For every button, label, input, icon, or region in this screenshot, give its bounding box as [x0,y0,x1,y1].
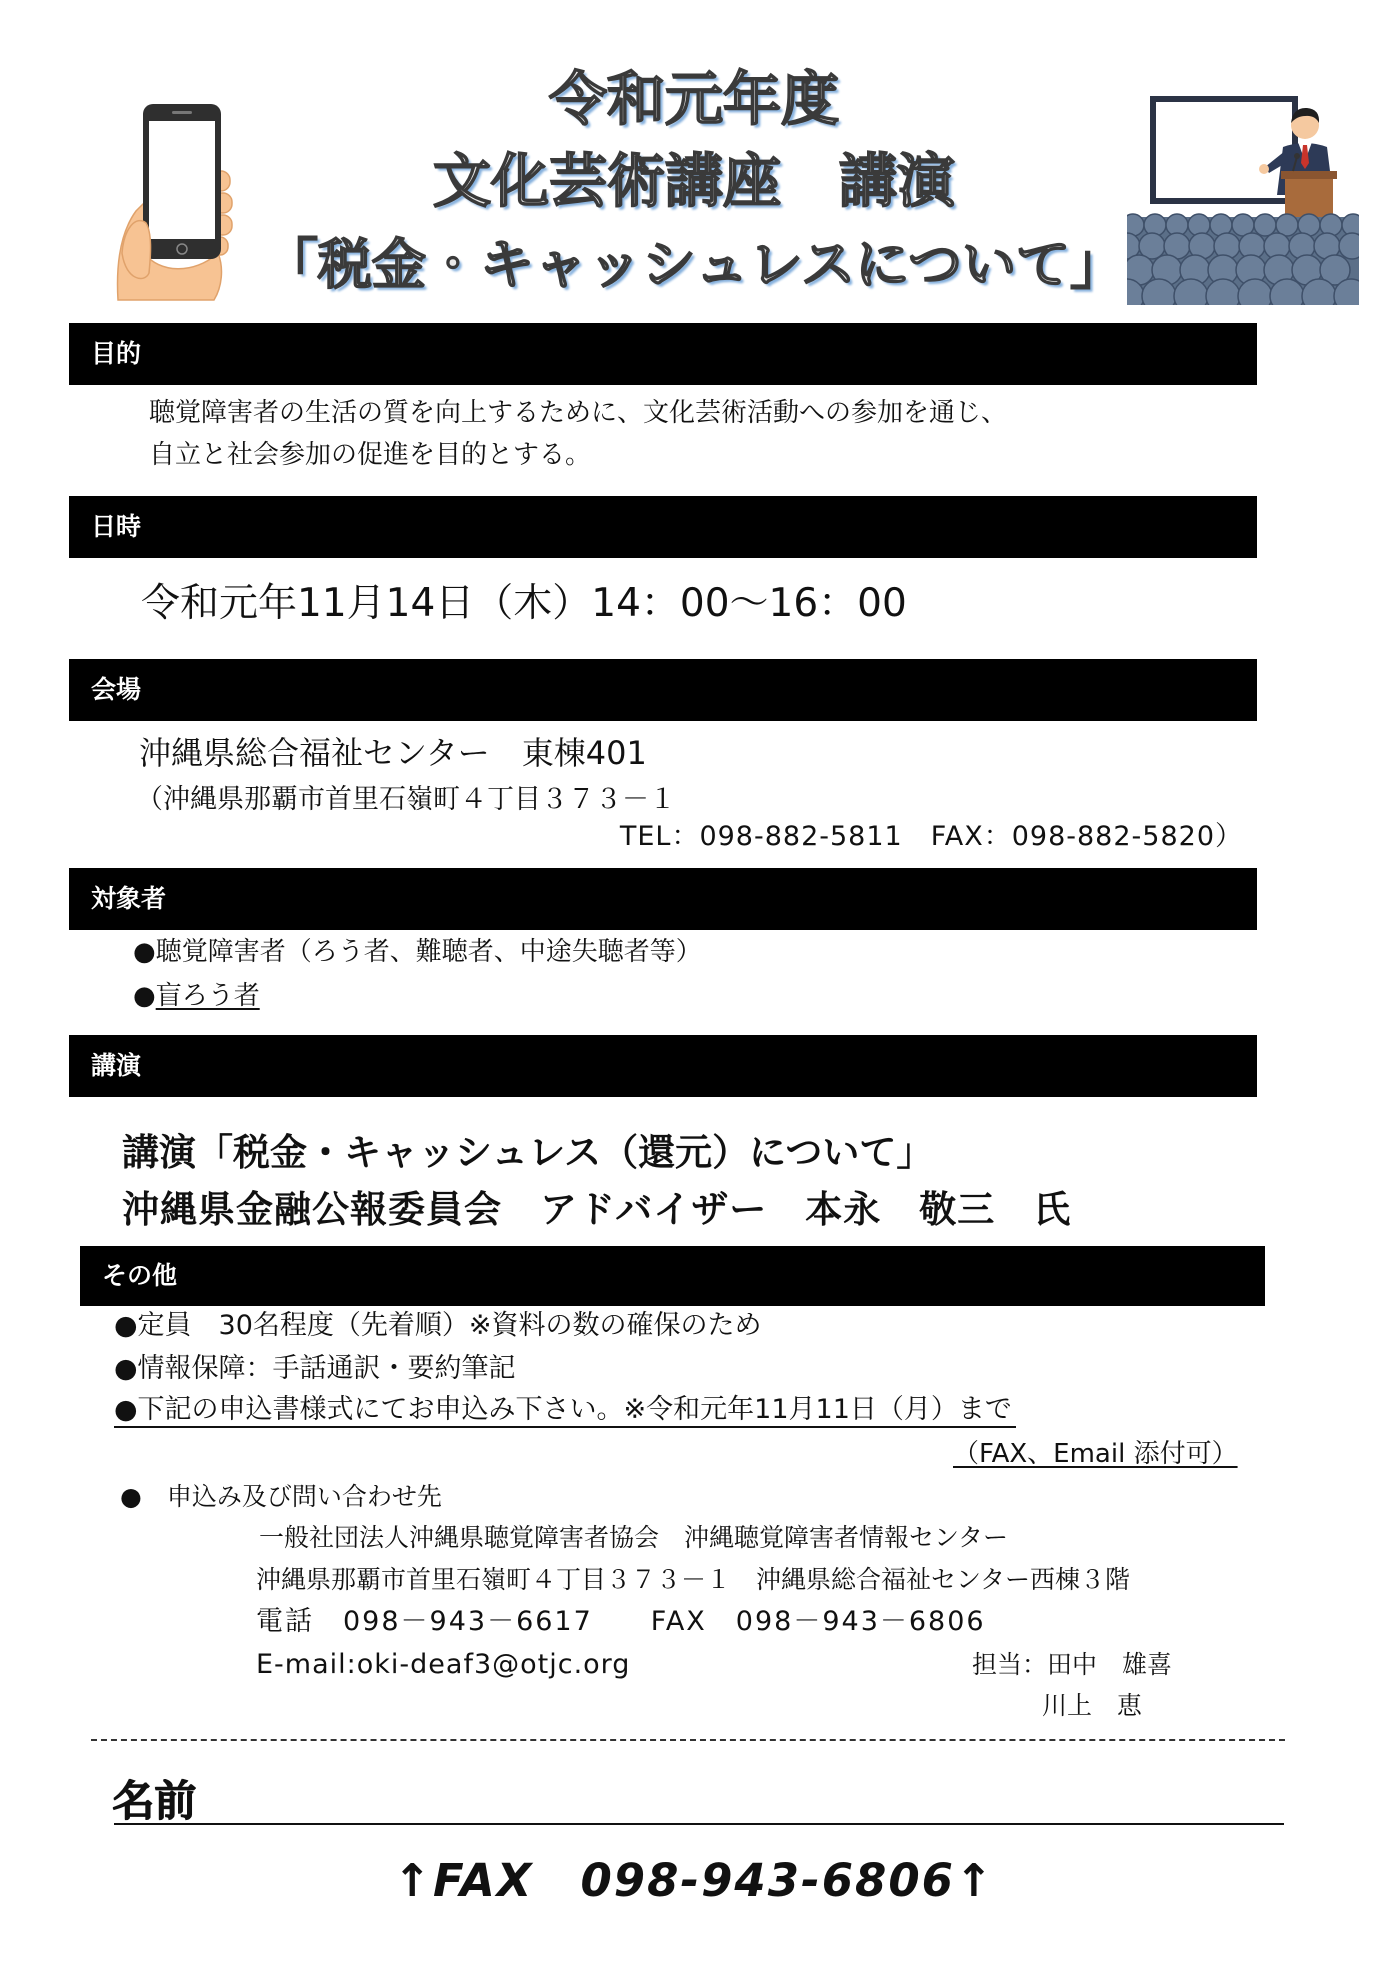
section-heading-label: 会場 [91,675,142,704]
bullet-icon: ● [133,981,156,1011]
section-heading-purpose [69,323,1257,385]
audience-item [133,983,260,1009]
support-note: ●情報保障：手話通訳・要約筆記 [114,1353,516,1384]
section-heading-label: その他 [102,1261,178,1290]
bullet-icon: ● [133,937,156,967]
contact-phone-fax: 電話 098－943－6617 FAX 098－943－6806 [256,1606,986,1637]
audience-item-label: 盲ろう者 [155,981,260,1011]
contact-heading: ● 申込み及び問い合わせ先 [120,1482,442,1511]
section-heading-label: 日時 [91,512,142,541]
title-line-2: 文化芸術講座 講演 [432,147,955,215]
contact-organization: 一般社団法人沖縄県聴覚障害者協会 沖縄聴覚障害者情報センター [259,1523,1009,1552]
audience-item [133,939,702,965]
capacity-note: ●定員 30名程度（先着順）※資料の数の確保のため [114,1310,762,1341]
contact-staff-1: 担当：田中 雄喜 [972,1650,1173,1679]
section-heading-label: 講演 [91,1051,142,1080]
contact-email: E-mail:oki-deaf3@otjc.org [256,1649,631,1680]
apply-note: （FAX、Email 添付可） [953,1439,1238,1469]
section-heading-lecture [69,1035,1257,1097]
title-line-3: 「税金・キャッシュレスについて」 [263,233,1125,296]
audience-item-label: 聴覚障害者（ろう者、難聴者、中途失聴者等） [155,937,702,967]
name-field-line [114,1823,1284,1825]
event-datetime: 令和元年11月14日（木）14：00～16：00 [141,581,907,626]
purpose-line-2: 自立と社会参加の促進を目的とする。 [149,440,592,470]
venue-name: 沖縄県総合福祉センター 東棟401 [139,734,647,772]
venue-contact: TEL：098-882-5811 FAX：098-882-5820） [619,821,1243,852]
venue-address: （沖縄県那覇市首里石嶺町４丁目３７３－１ [136,784,676,815]
section-heading-other [80,1246,1265,1306]
audience-crowd [1127,214,1359,305]
section-heading-label: 目的 [91,339,142,368]
purpose-line-1: 聴覚障害者の生活の質を向上するために、文化芸術活動への参加を通じ、 [149,398,1008,428]
fax-number-banner: ↑FAX 098-943-6806↑ [393,1854,995,1907]
section-heading-venue [69,659,1257,721]
name-field-label: 名前 [112,1776,197,1825]
apply-instructions: ●下記の申込書様式にてお申込み下さい。※令和元年11月11日（月）まで [114,1396,1016,1428]
lecture-speaker: 沖縄県金融公報委員会 アドバイザー 本永 敬三 氏 [122,1188,1072,1231]
section-heading-audience [69,868,1257,930]
contact-address: 沖縄県那覇市首里石嶺町４丁目３７３－１ 沖縄県総合福祉センター西棟３階 [256,1565,1131,1594]
cut-line-divider [91,1739,1285,1741]
smartphone-in-hand-icon [114,101,234,301]
lecture-title: 講演「税金・キャッシュレス（還元）について」 [122,1131,934,1174]
section-heading-datetime [69,496,1257,558]
section-heading-label: 対象者 [91,884,167,913]
title-line-1: 令和元年度 [548,65,839,133]
contact-staff-2: 川上 恵 [1042,1691,1143,1720]
presenter-with-audience-icon [1127,95,1359,305]
